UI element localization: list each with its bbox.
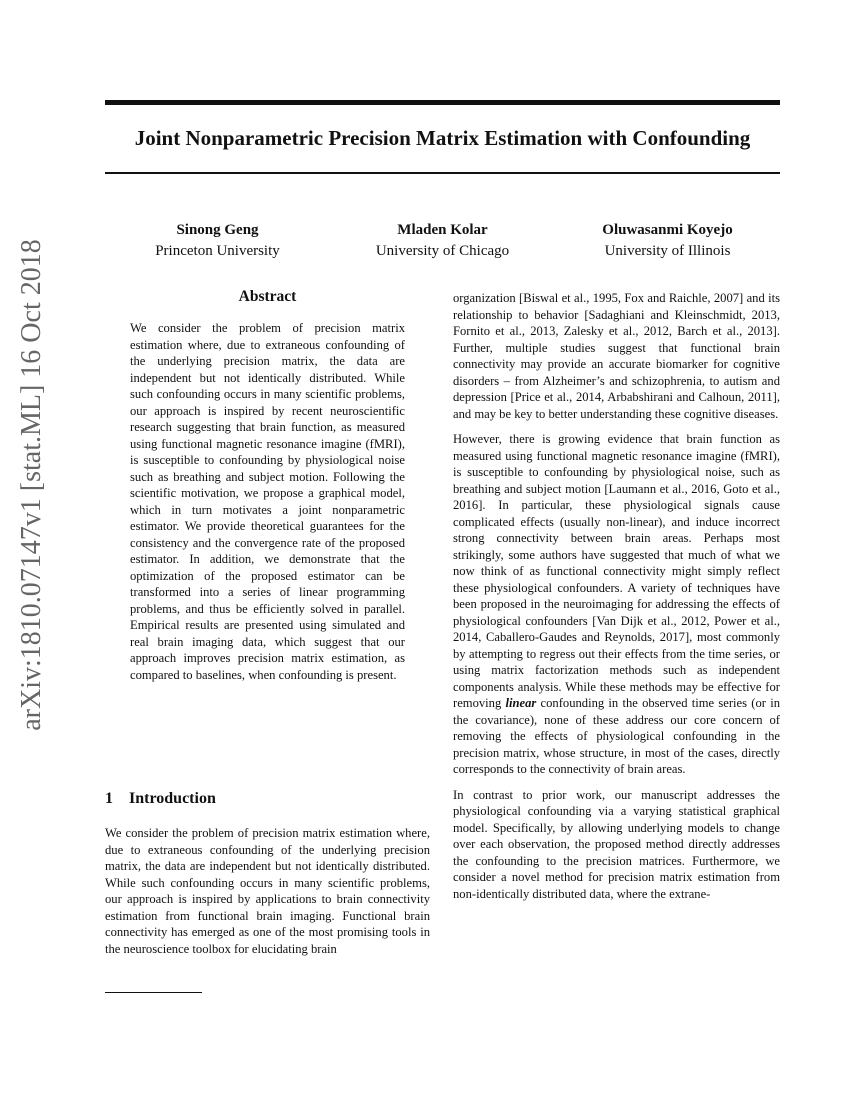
author-affiliation: University of Illinois (604, 243, 731, 259)
author-affiliation: University of Chicago (375, 243, 510, 259)
paragraph-text: confounding in the observed time series (or in the covariance), none of these address our core concern of removing the effects of physiological confounding in the precision matrix, whose structure, in most of the cases, directly corresponds to the connectivity of brain areas. (453, 696, 780, 776)
section-number: 1 (105, 790, 113, 807)
right-paragraph-1: organization [Biswal et al., 1995, Fox and Raichle, 2007] and its relationship to behavior [Sadaghiani and Kleinschmidt, 2013, Fornito et al., 2013, Zalesky et al., 2012, Barch et al., 2013]. Further, multiple studies suggest that functional brain connectivity may provide an accurate biomarker for cognitive disorders – from Alzheimer’s and schizophrenia, to autism and depression [Price et al., 2014, Arbabshirani and Calhoun, 2011], and may be key to better understanding these cognitive diseases. (453, 291, 780, 421)
paper-title: Joint Nonparametric Precision Matrix Estimation with Confounding (134, 126, 751, 150)
arxiv-identifier-text: arXiv:1810.07147v1 [stat.ML] 16 Oct 2018 (16, 239, 47, 731)
arxiv-identifier (2, 239, 62, 731)
author-affiliation: Princeton University (155, 243, 280, 259)
section-title: Introduction (129, 790, 216, 807)
emphasis-linear: linear (505, 696, 537, 710)
introduction-paragraph: We consider the problem of precision matrix estimation where, due to extraneous confounding of the underlying precision matrix, the data are independent but not identically distributed. While such confounding occurs in many scientific problems, our approach is inspired by applications to brain connectivity estimation from functional brain imaging. Functional brain connectivity has emerged as one of the most promising tools in the neuroscience toolbox for elucidating brain (105, 826, 430, 956)
author-name: Mladen Kolar (397, 222, 488, 238)
paragraph-text: However, there is growing evidence that brain function as measured using functional magnetic resonance imagine (fMRI), is susceptible to confounding by physiological noise, such as breathing and subject motion [Laumann et al., 2016, Goto et al., 2016]. In particular, these physiological signals cause complicated effects (usually non-linear), and induce incorrect strong connectivity between brain areas. Perhaps most strikingly, some authors have suggested that much of what we now think of as functional connectivity might simply reflect these physiological confounders. A variety of techniques have been proposed in the neuroimaging for addressing the effects of physiological confounders [Van Dijk et al., 2012, Power et al., 2014, Caballero-Gaudes and Reynolds, 2017], most commonly by attempting to regress out their effects from the time series, or using matrix factorization methods such as independent components analysis. While these methods may be effective for removing (453, 432, 780, 710)
right-paragraph-2 (453, 431, 780, 778)
abstract-text: We consider the problem of precision matrix estimation where, due to extraneous confounding of the underlying precision matrix, the data are independent but not identically distributed. While such confounding occurs in many scientific problems, our approach is inspired by recent neuroscientific research suggesting that brain function, as measured using functional magnetic resonance imagine (fMRI), is susceptible to confounding by physiological noise such as breathing and subject motion. Following the scientific motivation, we propose a graphical model, which in turn motivates a joint nonparametric estimator. We provide theoretical guarantees for the consistency and the convergence rate of the proposed estimator. In addition, we demonstrate that the optimization of the proposed estimator can be transformed into a series of linear programming problems, and thus be efficiently solved in parallel. Empirical results are presented using simulated and real brain imaging data, which suggest that our approach improves precision matrix estimation, as compared to baselines, when confounding is present. (130, 321, 405, 682)
author-block (105, 220, 780, 270)
title-rule-bottom (105, 172, 780, 174)
author-2 (330, 220, 555, 262)
right-column (453, 290, 780, 911)
abstract-heading: Abstract (238, 288, 297, 305)
footnote-rule (105, 992, 202, 993)
section-heading-introduction (105, 790, 430, 808)
author-name: Oluwasanmi Koyejo (602, 222, 733, 238)
author-3 (555, 220, 780, 262)
right-paragraph-3: In contrast to prior work, our manuscript addresses the physiological confounding via a varying statistical graphical model. Specifically, by allowing underlying models to change over each observation, the proposed method directly addresses the confounding to the precision matrices. Furthermore, we consider a novel method for precision matrix estimation from non-identically distributed data, where the extrane- (453, 787, 780, 901)
title-rule-top (105, 100, 780, 105)
author-name: Sinong Geng (176, 222, 259, 238)
author-1 (105, 220, 330, 262)
